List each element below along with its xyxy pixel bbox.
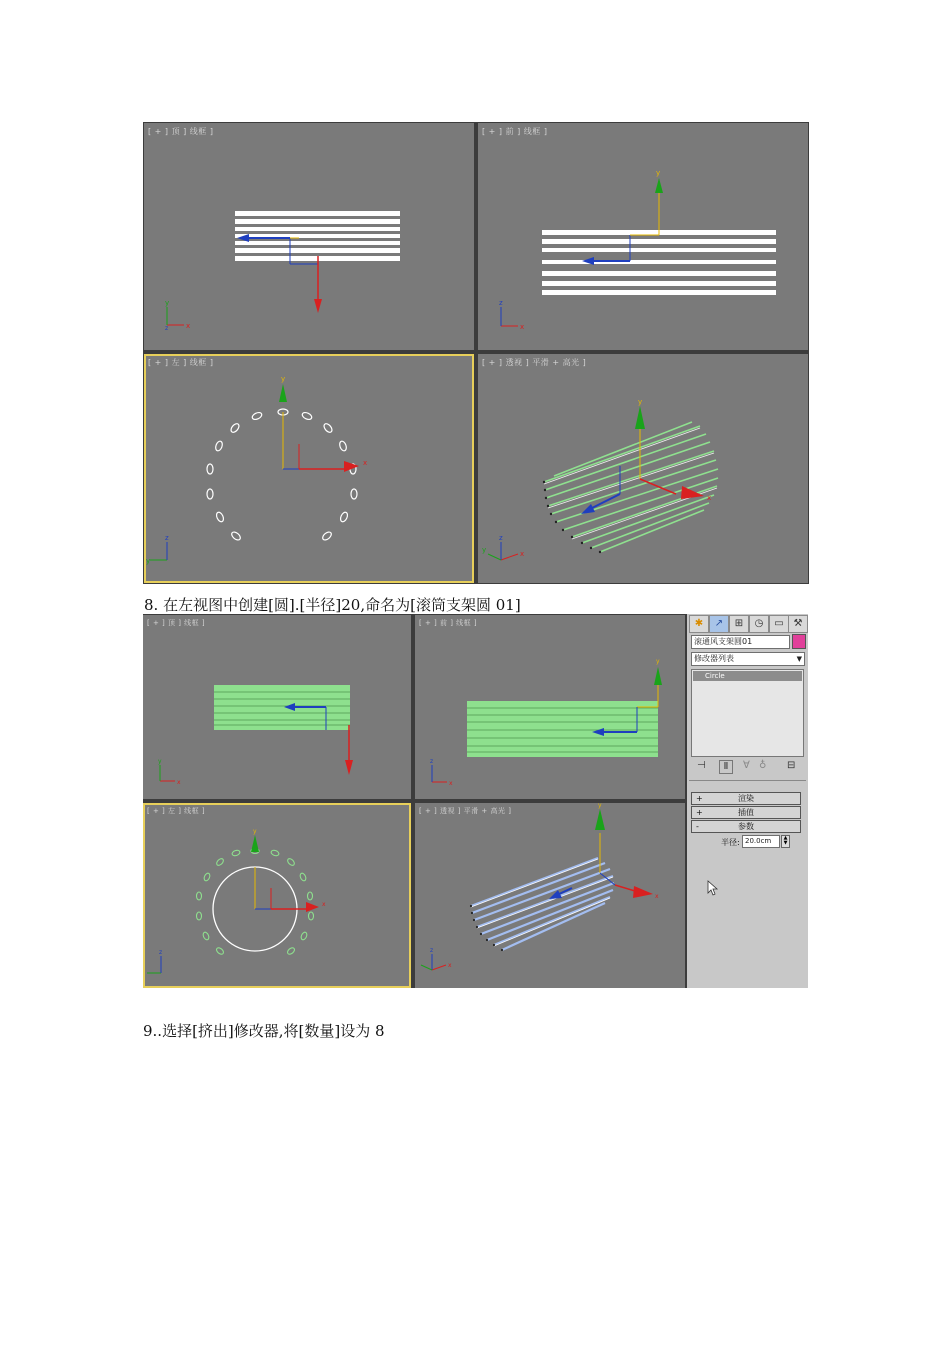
rollout-interpolation[interactable] [691, 806, 801, 819]
svg-text:x: x [186, 322, 191, 330]
modifier-stack [691, 669, 804, 757]
svg-text:y: y [656, 169, 661, 177]
svg-text:x: x [448, 962, 452, 969]
viewport-left-canvas [144, 354, 474, 583]
object-color-swatch[interactable] [792, 634, 806, 649]
axis-tripod [499, 299, 524, 331]
rollout-rendering[interactable] [691, 792, 801, 805]
radius-spinner-input[interactable]: 20.0cm [742, 835, 780, 848]
create-tab-icon[interactable]: ✱ [689, 615, 709, 633]
svg-text:z: z [165, 534, 169, 542]
make-unique-icon[interactable]: ∀ [743, 760, 750, 771]
svg-text:x: x [707, 494, 712, 502]
spinner-arrows-icon[interactable]: ▲ ▼ [781, 835, 790, 848]
svg-text:x: x [520, 323, 525, 331]
viewport-top[interactable] [143, 615, 411, 799]
viewport-top-canvas [144, 123, 474, 350]
viewport-label[interactable]: [ + ] 前 ] 线框 ] [419, 619, 478, 627]
svg-text:y: y [158, 758, 162, 765]
svg-text:y: y [146, 557, 151, 565]
rollout-parameters[interactable] [691, 820, 801, 833]
viewport-label[interactable]: [ + ] 左 ] 线框 ] [148, 358, 214, 367]
axis-tripod [147, 949, 162, 973]
rollout-label: 渲染 [738, 794, 754, 803]
svg-text:z: z [430, 758, 434, 765]
svg-text:z: z [159, 949, 163, 956]
viewport-label[interactable]: [ + ] 顶 ] 线框 ] [148, 127, 214, 136]
viewport-label[interactable]: [ + ] 顶 ] 线框 ] [147, 619, 206, 627]
stack-toolbar [691, 760, 803, 774]
viewport-label[interactable]: [ + ] 左 ] 线框 ] [147, 807, 206, 815]
stack-item-circle[interactable]: Circle [693, 671, 802, 681]
axis-tripod [421, 947, 452, 970]
modify-tab-icon[interactable]: ↗ [709, 615, 729, 633]
viewport-left[interactable] [144, 354, 474, 583]
viewport-perspective[interactable] [415, 803, 685, 988]
viewport-perspective-canvas [478, 354, 808, 583]
viewport-perspective-canvas [415, 803, 685, 988]
viewport-label[interactable]: [ + ] 透视 ] 平滑 + 高光 ] [482, 358, 587, 367]
svg-text:x: x [520, 550, 525, 558]
show-end-result-icon[interactable]: Ⅱ [719, 760, 733, 774]
svg-text:z: z [165, 325, 169, 332]
configure-sets-icon[interactable]: ⊟ [787, 760, 796, 771]
rollout-sign: + [696, 808, 703, 817]
hierarchy-tab-icon[interactable]: ⊞ [729, 615, 749, 633]
viewport-left[interactable] [143, 803, 411, 988]
axis-tripod [165, 299, 190, 332]
viewport-top[interactable] [144, 123, 474, 350]
object-name-field[interactable]: 滚通风支架圆01 [691, 635, 790, 649]
radius-label: 半径: [721, 838, 740, 847]
svg-text:y: y [656, 658, 660, 665]
modifier-list-dropdown[interactable] [691, 652, 805, 666]
rollout-label: 参数 [738, 822, 754, 831]
rollout-sign: + [696, 794, 703, 803]
svg-text:x: x [177, 779, 181, 786]
svg-text:x: x [363, 459, 368, 467]
svg-text:x: x [449, 780, 453, 787]
viewport-top-canvas [143, 615, 411, 799]
viewport-front[interactable] [415, 615, 685, 799]
svg-text:y: y [482, 546, 487, 554]
svg-text:y: y [638, 398, 643, 406]
svg-text:y: y [165, 299, 170, 307]
command-panel [687, 614, 808, 988]
modifier-list-label: 修改器列表 [694, 654, 734, 663]
svg-text:y: y [253, 828, 257, 835]
axis-tripod [482, 534, 524, 560]
axis-tripod [146, 534, 169, 565]
viewport-front[interactable] [478, 123, 808, 350]
mouse-cursor-icon [707, 880, 719, 896]
svg-text:x: x [655, 893, 659, 900]
svg-text:y: y [598, 803, 602, 809]
figure-2 [143, 614, 808, 988]
pin-stack-icon[interactable]: ⊣ [697, 760, 706, 771]
step-9-text: 9..选择[挤出]修改器,将[数量]设为 8 [143, 1022, 385, 1040]
rollout-label: 插值 [738, 808, 754, 817]
divider [689, 780, 806, 781]
axis-tripod [158, 758, 181, 786]
step-8-text: 8. 在左视图中创建[圆].[半径]20,命名为[滚筒支架圆 01] [144, 596, 521, 614]
display-tab-icon[interactable]: ▭ [769, 615, 789, 633]
viewport-label[interactable]: [ + ] 前 ] 线框 ] [482, 127, 548, 136]
axis-tripod [430, 758, 453, 787]
viewport-front-canvas [415, 615, 685, 799]
viewport-left-canvas [143, 803, 411, 988]
remove-modifier-icon[interactable]: ♁ [759, 760, 767, 771]
figure-1 [143, 122, 809, 584]
svg-text:z: z [430, 947, 434, 954]
svg-text:y: y [281, 375, 286, 383]
rollout-sign: - [696, 822, 699, 831]
motion-tab-icon[interactable]: ◷ [749, 615, 769, 633]
svg-text:z: z [499, 299, 503, 307]
utilities-tab-icon[interactable]: ⚒ [788, 615, 808, 633]
svg-text:z: z [499, 534, 503, 542]
viewport-perspective[interactable] [478, 354, 808, 583]
viewport-front-canvas [478, 123, 808, 350]
svg-text:x: x [322, 901, 326, 908]
chevron-down-icon: ▼ [796, 655, 802, 663]
viewport-label[interactable]: [ + ] 透视 ] 平滑 + 高光 ] [419, 807, 512, 815]
